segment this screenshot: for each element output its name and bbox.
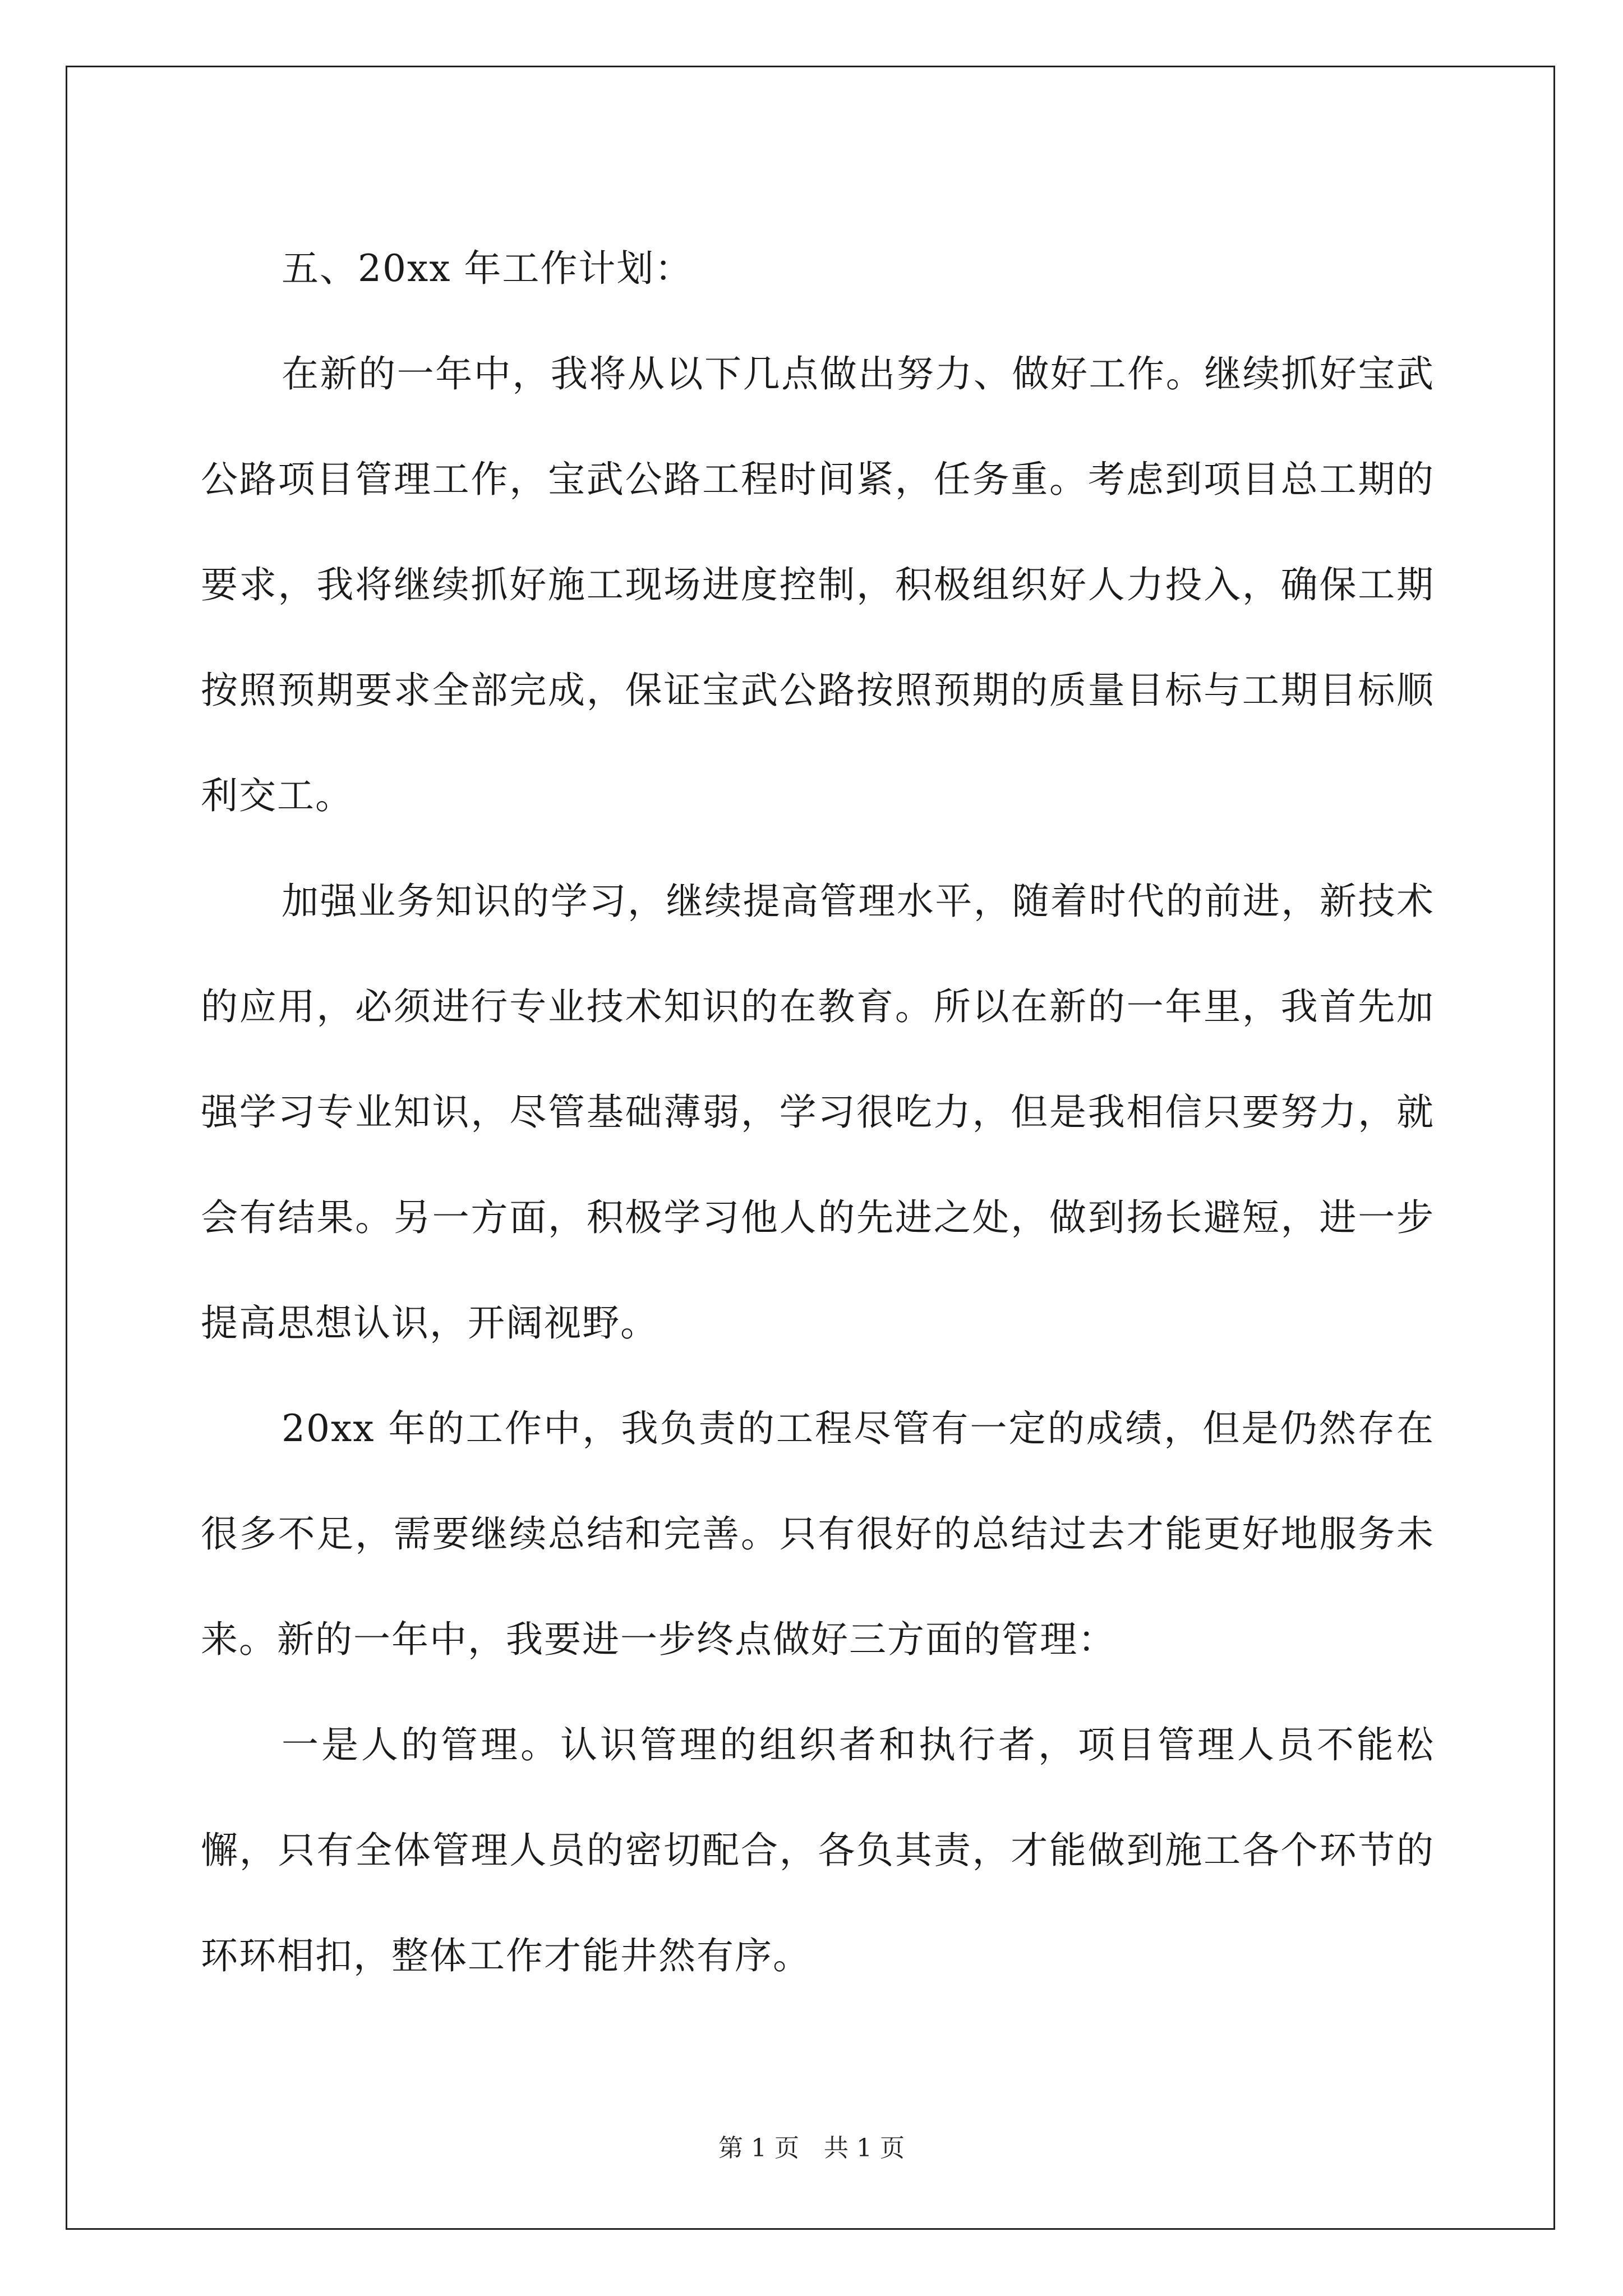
section-heading: 五、20xx 年工作计划： [282, 247, 693, 290]
paragraph-4: 一是人的管理。认识管理的组织者和执行者，项目管理人员不能松懈，只有全体管理人员的密切配合，各负其责，才能做到施工各个环节的环环相扣，整体工作才能井然有序。 [201, 1723, 1435, 1977]
page-footer: 第 1 页 共 1 页 [718, 2134, 905, 2162]
paragraph-1: 在新的一年中，我将从以下几点做出努力、做好工作。继续抓好宝武公路项目管理工作，宝武公路工程时间紧，任务重。考虑到项目总工期的要求，我将继续抓好施工现场进度控制，积极组织好人力投入，确保工期按照预期要求全部完成，保证宝武公路按照预期的质量目标与工期目标顺利交工。 [201, 352, 1435, 817]
paragraph-2: 加强业务知识的学习，继续提高管理水平，随着时代的前进，新技术的应用，必须进行专业技术知识的在教育。所以在新的一年里，我首先加强学习专业知识，尽管基础薄弱，学习很吃力，但是我相信只要努力，就会有结果。另一方面，积极学习他人的先进之处，做到扬长避短，进一步提高思想认识，开阔视野。 [201, 880, 1435, 1345]
paragraph-3: 20xx 年的工作中，我负责的工程尽管有一定的成绩，但是仍然存在很多不足，需要继续总结和完善。只有很好的总结过去才能更好地服务未来。新的一年中，我要进一步终点做好三方面的管理： [201, 1407, 1435, 1661]
document-body [201, 216, 1435, 2009]
